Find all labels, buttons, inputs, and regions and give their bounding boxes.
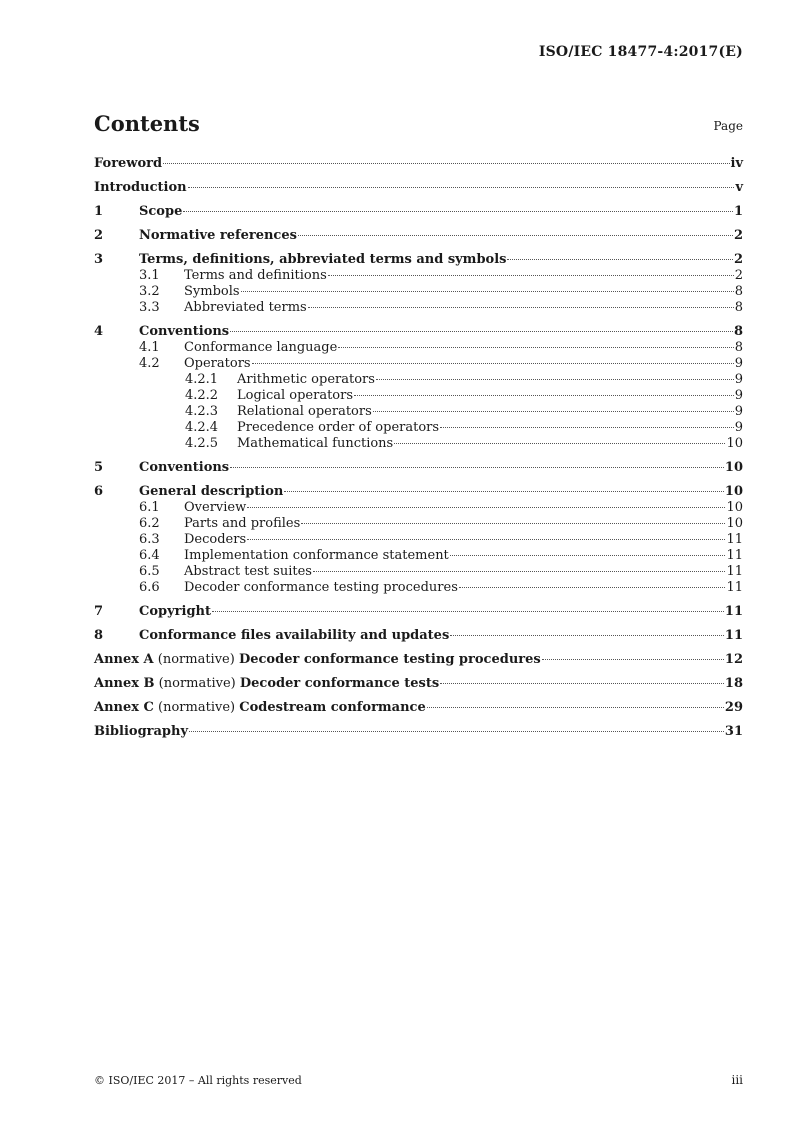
toc-entry-page: 2 bbox=[733, 228, 743, 243]
dot-leader bbox=[308, 307, 734, 308]
toc-entry[interactable] bbox=[94, 180, 743, 196]
toc-entry-number: 4 bbox=[94, 324, 104, 339]
page-number: iii bbox=[731, 1073, 743, 1087]
toc-entry-number: 6.3 bbox=[139, 532, 160, 547]
toc-entry-title bbox=[94, 652, 541, 668]
toc-entry-page: 9 bbox=[734, 372, 743, 387]
toc-entry-page: 9 bbox=[734, 388, 743, 403]
toc-entry-page: 9 bbox=[734, 420, 743, 435]
dot-leader bbox=[507, 259, 732, 260]
toc-entry[interactable] bbox=[94, 324, 743, 340]
toc-entry-title: Foreword bbox=[94, 156, 163, 171]
toc-entry-page: 1 bbox=[733, 204, 743, 219]
annex-note: (normative) bbox=[158, 676, 236, 691]
toc-entry-page: 8 bbox=[734, 284, 743, 299]
toc-entry-title: Conventions bbox=[139, 460, 230, 475]
toc-entry-title: Conformance files availability and updates bbox=[139, 628, 450, 643]
toc-entry[interactable] bbox=[94, 724, 743, 740]
toc-entry-page: 10 bbox=[726, 436, 743, 451]
toc-entry-page: 12 bbox=[724, 652, 743, 667]
dot-leader bbox=[440, 427, 734, 428]
toc-entry-title: Arithmetic operators bbox=[237, 372, 375, 387]
toc-entry-number: 4.2.3 bbox=[185, 404, 219, 419]
dot-leader bbox=[394, 443, 725, 444]
dot-leader bbox=[189, 731, 724, 732]
toc-entry-title bbox=[94, 676, 439, 692]
toc-entry-title: Symbols bbox=[184, 284, 240, 299]
annex-label: Annex C bbox=[94, 700, 154, 715]
dot-leader bbox=[230, 331, 733, 332]
toc-entry-title: Copyright bbox=[139, 604, 211, 619]
toc-entry[interactable] bbox=[94, 532, 743, 548]
toc-entry[interactable] bbox=[94, 484, 743, 500]
toc-entry-title: Terms, definitions, abbreviated terms and symbols bbox=[139, 252, 507, 267]
toc-entry-page: 11 bbox=[726, 548, 743, 563]
toc-entry[interactable] bbox=[94, 420, 743, 436]
dot-leader bbox=[427, 707, 724, 708]
toc-entry[interactable] bbox=[94, 436, 743, 452]
toc-entry-number: 3 bbox=[94, 252, 104, 267]
toc-entry-title bbox=[94, 700, 426, 716]
toc-entry-page: 9 bbox=[734, 404, 743, 419]
toc-entry-page: 8 bbox=[733, 324, 743, 339]
toc-entry-title: Normative references bbox=[139, 228, 297, 243]
dot-leader bbox=[188, 187, 735, 188]
toc-entry[interactable] bbox=[94, 516, 743, 532]
toc-entry-number: 4.2 bbox=[139, 356, 160, 371]
toc-entry-page: 10 bbox=[726, 516, 743, 531]
toc-entry-page: 11 bbox=[726, 564, 743, 579]
contents-title: Contents bbox=[94, 111, 200, 136]
annex-note: (normative) bbox=[157, 652, 235, 667]
copyright-footer: © ISO/IEC 2017 – All rights reserved bbox=[94, 1074, 302, 1087]
toc-entry[interactable] bbox=[94, 388, 743, 404]
toc-entry-title: Conformance language bbox=[184, 340, 338, 355]
annex-label: Annex B bbox=[94, 676, 155, 691]
dot-leader bbox=[247, 507, 725, 508]
toc-entry-number: 8 bbox=[94, 628, 104, 643]
toc-entry-page: v bbox=[735, 180, 743, 195]
dot-leader bbox=[183, 211, 733, 212]
annex-title: Codestream conformance bbox=[239, 700, 426, 715]
toc-entry-title: Abstract test suites bbox=[184, 564, 312, 579]
toc-entry[interactable] bbox=[94, 676, 743, 692]
toc-entry-number: 3.1 bbox=[139, 268, 160, 283]
toc-entry-number: 4.2.2 bbox=[185, 388, 219, 403]
toc-entry-title: Decoders bbox=[184, 532, 247, 547]
toc-entry-page: 10 bbox=[726, 500, 743, 515]
toc-entry-page: 18 bbox=[724, 676, 743, 691]
toc-entry-page: 29 bbox=[724, 700, 743, 715]
toc-entry-page: 10 bbox=[724, 460, 743, 475]
toc-entry[interactable] bbox=[94, 500, 743, 516]
dot-leader bbox=[212, 611, 724, 612]
toc-entry-title: Abbreviated terms bbox=[184, 300, 307, 315]
toc-entry-title: Bibliography bbox=[94, 724, 189, 739]
toc-entry[interactable] bbox=[94, 460, 743, 476]
toc-entry-title: Introduction bbox=[94, 180, 187, 195]
toc-entry-number: 5 bbox=[94, 460, 104, 475]
toc-entry-title: Operators bbox=[184, 356, 251, 371]
table-of-contents bbox=[94, 156, 743, 740]
toc-entry-title: Precedence order of operators bbox=[237, 420, 440, 435]
page-column-label: Page bbox=[713, 119, 743, 133]
toc-entry[interactable] bbox=[94, 404, 743, 420]
document-id: ISO/IEC 18477-4:2017(E) bbox=[538, 44, 743, 60]
toc-entry[interactable] bbox=[94, 204, 743, 220]
toc-entry-number: 6.6 bbox=[139, 580, 160, 595]
toc-entry-title: Conventions bbox=[139, 324, 230, 339]
toc-entry-title: Relational operators bbox=[237, 404, 372, 419]
dot-leader bbox=[373, 411, 734, 412]
toc-entry-page: 8 bbox=[734, 300, 743, 315]
annex-label: Annex A bbox=[94, 652, 154, 667]
toc-entry[interactable] bbox=[94, 548, 743, 564]
toc-entry[interactable] bbox=[94, 300, 743, 316]
annex-title: Decoder conformance tests bbox=[239, 676, 440, 691]
toc-entry-title: Overview bbox=[184, 500, 247, 515]
toc-entry-title: General description bbox=[139, 484, 284, 499]
dot-leader bbox=[542, 659, 724, 660]
dot-leader bbox=[450, 555, 726, 556]
toc-entry-title: Logical operators bbox=[237, 388, 354, 403]
toc-entry-page: 10 bbox=[724, 484, 743, 499]
dot-leader bbox=[284, 491, 724, 492]
dot-leader bbox=[459, 587, 726, 588]
toc-entry-number: 6.2 bbox=[139, 516, 160, 531]
toc-entry[interactable] bbox=[94, 156, 743, 172]
dot-leader bbox=[354, 395, 734, 396]
toc-entry-page: 2 bbox=[734, 268, 743, 283]
dot-leader bbox=[376, 379, 734, 380]
toc-entry-page: 11 bbox=[726, 532, 743, 547]
toc-entry-number: 6.4 bbox=[139, 548, 160, 563]
toc-entry-number: 1 bbox=[94, 204, 104, 219]
dot-leader bbox=[241, 291, 734, 292]
dot-leader bbox=[328, 275, 734, 276]
toc-entry-page: iv bbox=[730, 156, 743, 171]
toc-entry-page: 11 bbox=[726, 580, 743, 595]
dot-leader bbox=[247, 539, 725, 540]
toc-entry[interactable] bbox=[94, 228, 743, 244]
toc-entry-title: Parts and profiles bbox=[184, 516, 301, 531]
toc-entry-page: 8 bbox=[734, 340, 743, 355]
toc-entry[interactable] bbox=[94, 700, 743, 716]
dot-leader bbox=[301, 523, 725, 524]
toc-entry[interactable] bbox=[94, 628, 743, 644]
dot-leader bbox=[338, 347, 733, 348]
dot-leader bbox=[440, 683, 724, 684]
toc-entry[interactable] bbox=[94, 252, 743, 268]
toc-entry-number: 2 bbox=[94, 228, 104, 243]
toc-entry[interactable] bbox=[94, 580, 743, 596]
toc-entry-number: 7 bbox=[94, 604, 104, 619]
toc-entry[interactable] bbox=[94, 340, 743, 356]
toc-entry[interactable] bbox=[94, 564, 743, 580]
toc-entry-number: 6.1 bbox=[139, 500, 160, 515]
toc-entry-page: 11 bbox=[724, 628, 743, 643]
toc-entry-number: 6.5 bbox=[139, 564, 160, 579]
annex-note: (normative) bbox=[158, 700, 236, 715]
annex-title: Decoder conformance testing procedures bbox=[238, 652, 541, 667]
dot-leader bbox=[230, 467, 724, 468]
toc-entry-number: 4.2.4 bbox=[185, 420, 219, 435]
toc-entry-page: 11 bbox=[724, 604, 743, 619]
dot-leader bbox=[163, 163, 729, 164]
toc-entry-number: 4.2.1 bbox=[185, 372, 219, 387]
toc-entry[interactable] bbox=[94, 372, 743, 388]
toc-entry-page: 31 bbox=[724, 724, 743, 739]
toc-entry[interactable] bbox=[94, 356, 743, 372]
dot-leader bbox=[252, 363, 734, 364]
toc-entry[interactable] bbox=[94, 604, 743, 620]
toc-entry-number: 4.2.5 bbox=[185, 436, 219, 451]
toc-entry-title: Terms and definitions bbox=[184, 268, 327, 283]
toc-entry-title: Decoder conformance testing procedures bbox=[184, 580, 458, 595]
toc-entry-number: 6 bbox=[94, 484, 104, 499]
dot-leader bbox=[450, 635, 724, 636]
toc-entry[interactable] bbox=[94, 652, 743, 668]
toc-entry-page: 9 bbox=[734, 356, 743, 371]
toc-entry[interactable] bbox=[94, 268, 743, 284]
toc-entry-number: 4.1 bbox=[139, 340, 160, 355]
toc-entry-page: 2 bbox=[733, 252, 743, 267]
toc-entry-title: Implementation conformance statement bbox=[184, 548, 449, 563]
toc-entry-title: Scope bbox=[139, 204, 183, 219]
toc-entry[interactable] bbox=[94, 284, 743, 300]
toc-entry-number: 3.3 bbox=[139, 300, 160, 315]
toc-entry-number: 3.2 bbox=[139, 284, 160, 299]
dot-leader bbox=[313, 571, 726, 572]
toc-entry-title: Mathematical functions bbox=[237, 436, 394, 451]
dot-leader bbox=[298, 235, 733, 236]
